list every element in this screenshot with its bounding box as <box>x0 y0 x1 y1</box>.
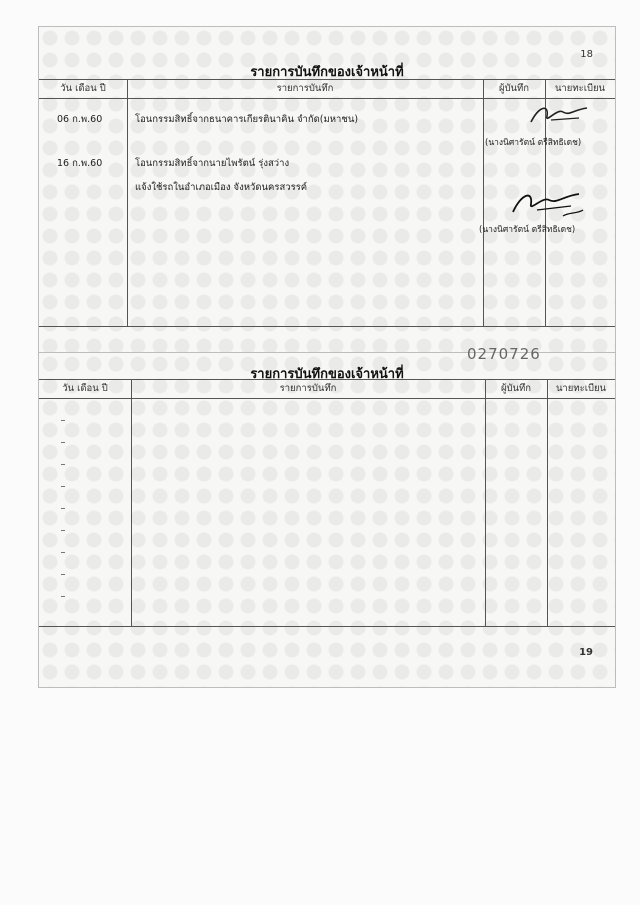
entry-record-line: โอนกรรมสิทธิ์จากนายไพรัตน์ รุ่งสว่าง <box>135 158 290 169</box>
section-title: รายการบันทึกของเจ้าหน้าที่ <box>250 65 404 80</box>
header-registrar: นายทะเบียน <box>547 380 615 399</box>
entry-date: 16 ก.พ.60 <box>57 158 103 169</box>
entry-date: 06 ก.พ.60 <box>57 114 103 125</box>
header-record: รายการบันทึก <box>127 80 483 99</box>
header-registrar: นายทะเบียน <box>545 80 615 99</box>
records-table <box>39 379 615 627</box>
page-number: 19 <box>579 647 593 658</box>
records-table <box>39 79 615 327</box>
header-date: วัน เดือน ปี <box>39 380 131 399</box>
record-page-top <box>38 26 616 354</box>
header-recorder: ผู้บันทึก <box>485 380 547 399</box>
page-number: 18 <box>580 49 593 60</box>
record-page-bottom <box>38 345 616 688</box>
registrar-signature <box>507 186 587 220</box>
recorder-stamp: (นางนิศารัตน์ ตรีสิทธิเดช) <box>479 225 576 235</box>
serial-number: 0270726 <box>467 345 541 363</box>
header-record: รายการบันทึก <box>131 380 485 399</box>
entry-record-line: โอนกรรมสิทธิ์จากธนาคารเกียรตินาคิน จำกัด(มหาชน) <box>135 114 359 125</box>
recorder-stamp: (นางนิศารัตน์ ตรีสิทธิเดช) <box>485 138 582 148</box>
entry-record-line: แจ้งใช้รถในอำเภอเมือง จังหวัดนครสวรรค์ <box>135 182 308 193</box>
header-date: วัน เดือน ปี <box>39 80 127 99</box>
registrar-signature <box>527 102 591 128</box>
section-title: รายการบันทึกของเจ้าหน้าที่ <box>250 367 404 382</box>
header-recorder: ผู้บันทึก <box>483 80 545 99</box>
